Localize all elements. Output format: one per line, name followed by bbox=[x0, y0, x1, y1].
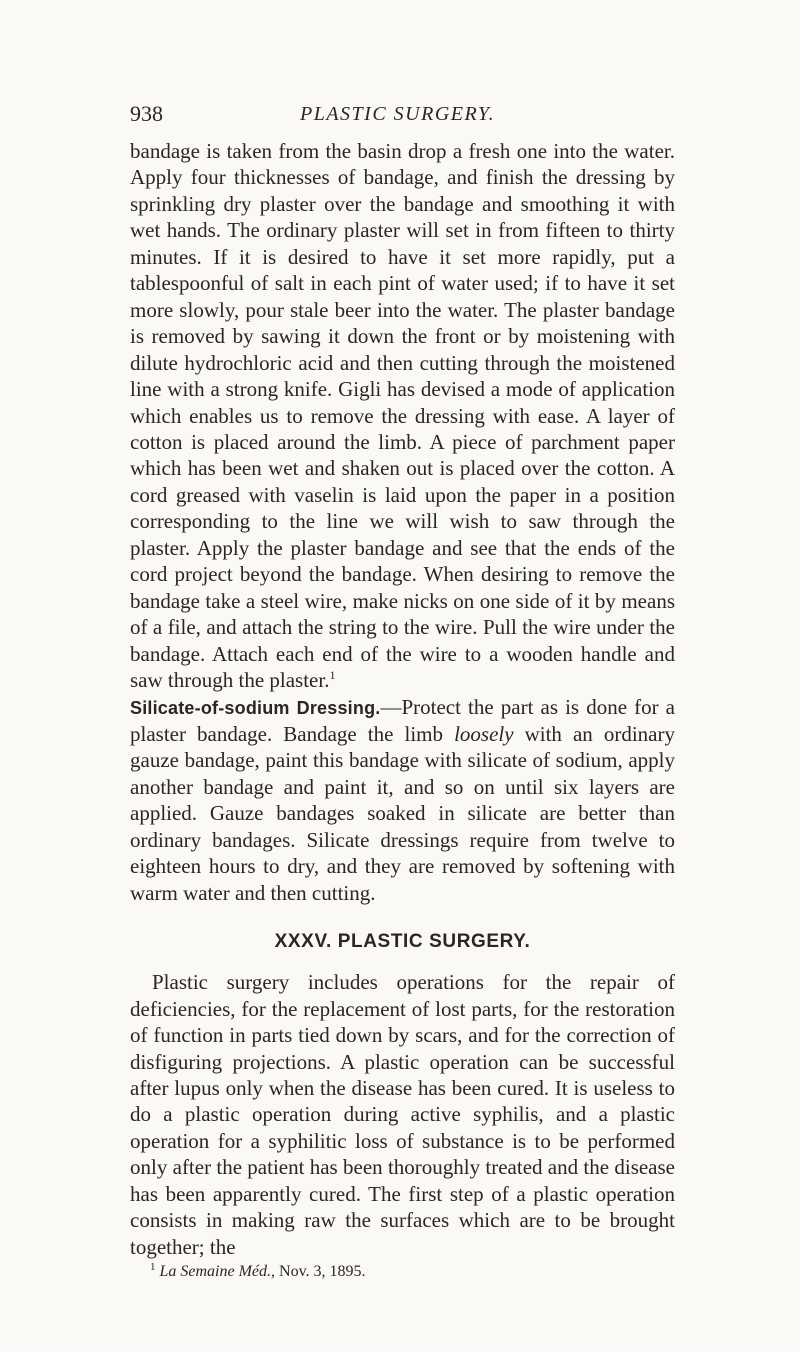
paragraph-plastic-surgery: Plastic surgery includes operations for the repair of deficiencies, for the replacement of lost parts, for the restoration of function in parts tied down by scars, and for the correction of disfiguring projections. A plastic operation can be successful after lupus only when the disease has been cured. It is useless to do a plastic operation during active syphilis, and a plastic operation for a syphilitic loss of substance is to be performed only after the patient has been thoroughly treated and the disease has been apparently cured. The first step of a plastic operation consists in making raw the surfaces which are to be brought together; the bbox=[130, 970, 675, 1259]
book-page bbox=[130, 90, 675, 1282]
paragraph-silicate-dressing bbox=[130, 694, 675, 907]
silicate-text-part1: —Protect the part as is done for a plaster bandage. Bandage the limb bbox=[130, 694, 675, 746]
run-in-heading-silicate: Silicate-of-sodium Dressing. bbox=[130, 697, 381, 718]
footnote bbox=[130, 1262, 675, 1282]
page-number: 938 bbox=[130, 101, 163, 126]
footnote-details: , Nov. 3, 1895. bbox=[271, 1263, 366, 1281]
footnote-reference: 1 bbox=[329, 668, 336, 683]
paragraph-plaster-bandage-text: bandage is taken from the basin drop a fresh one into the water. Apply four thicknesses of bandage, and finish the dressing by sprinkling dry plaster over the bandage and smoothing it with wet hands. The ordinary plaster will set in from fifteen to thirty minutes. If it is desired to have it set more rapidly, put a tablespoonful of salt in each pint of water used; if to have it set more slowly, pour stale beer into the water. The plaster bandage is removed by sawing it down the front or by moistening with dilute hydrochloric acid and then cutting through the moistened line with a strong knife. Gigli has devised a mode of application which enables us to remove the dressing with ease. A layer of cotton is placed around the limb. A piece of parchment paper which has been wet and shaken out is placed over the cotton. A cord greased with vaselin is laid upon the paper in a position corresponding to the line we will wish to saw through the plaster. Apply the plaster bandage and see that the ends of the cord project beyond the bandage. When desiring to remove the bandage take a steel wire, make nicks on one side of it by means of a file, and attach the string to the wire. Pull the wire under the bandage. Attach each end of the wire to a wooden handle and saw through the plaster. bbox=[130, 139, 675, 693]
running-head bbox=[130, 90, 675, 138]
footnote-source: La Semaine Méd. bbox=[159, 1263, 272, 1281]
section-heading: XXXV. PLASTIC SURGERY. bbox=[274, 931, 531, 953]
silicate-emphasis: loosely bbox=[454, 721, 514, 746]
running-title: PLASTIC SURGERY. bbox=[300, 103, 496, 125]
silicate-text-part2: with an ordinary gauze bandage, paint this bandage with silicate of sodium, apply another bandage and paint it, and so on until six layers are applied. Gauze bandages soaked in silicate are better than ordinary bandages. Silicate dressings require from twelve to eighteen hours to dry, and they are removed by softening with warm water and then cutting. bbox=[130, 721, 675, 905]
paragraph-plaster-bandage bbox=[130, 138, 675, 694]
footnote-marker: 1 bbox=[150, 1261, 156, 1274]
